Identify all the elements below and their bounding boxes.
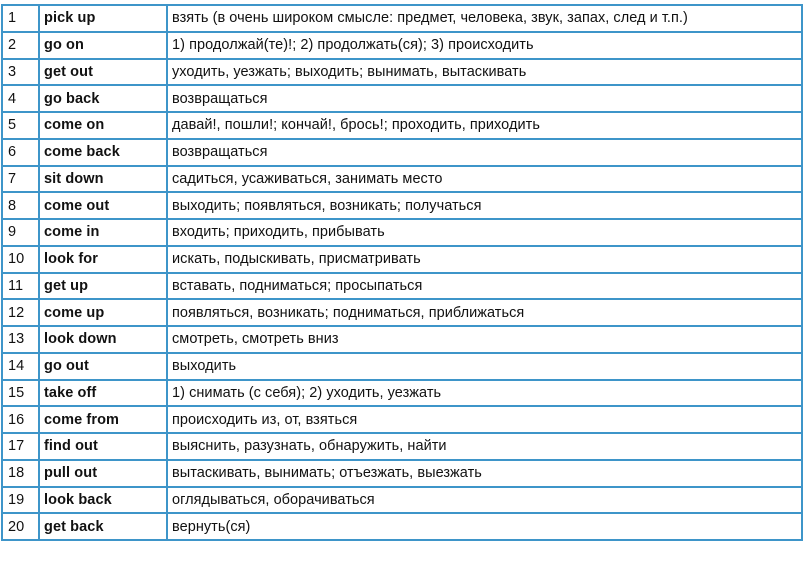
phrasal-verb: go on [39, 32, 167, 59]
row-number: 15 [2, 380, 39, 407]
phrasal-verb: come out [39, 192, 167, 219]
table-row [2, 246, 802, 273]
translation: смотреть, смотреть вниз [167, 326, 802, 353]
row-number: 4 [2, 85, 39, 112]
row-number: 18 [2, 460, 39, 487]
table-row [2, 487, 802, 514]
translation: уходить, уезжать; выходить; вынимать, вытаскивать [167, 59, 802, 86]
phrasal-verb: come in [39, 219, 167, 246]
table-row [2, 112, 802, 139]
table-row [2, 85, 802, 112]
table-row [2, 5, 802, 32]
table-row [2, 219, 802, 246]
phrasal-verb: take off [39, 380, 167, 407]
translation: давай!, пошли!; кончай!, брось!; проходить, приходить [167, 112, 802, 139]
row-number: 3 [2, 59, 39, 86]
table-row [2, 326, 802, 353]
row-number: 5 [2, 112, 39, 139]
table-row [2, 166, 802, 193]
phrasal-verb: pull out [39, 460, 167, 487]
phrasal-verb: pick up [39, 5, 167, 32]
table-row [2, 59, 802, 86]
phrasal-verb: look for [39, 246, 167, 273]
translation: появляться, возникать; подниматься, приближаться [167, 299, 802, 326]
row-number: 7 [2, 166, 39, 193]
phrasal-verb: come back [39, 139, 167, 166]
translation: искать, подыскивать, присматривать [167, 246, 802, 273]
translation: оглядываться, оборачиваться [167, 487, 802, 514]
table-row [2, 513, 802, 540]
translation: вставать, подниматься; просыпаться [167, 273, 802, 300]
translation: вернуть(ся) [167, 513, 802, 540]
translation: садиться, усаживаться, занимать место [167, 166, 802, 193]
phrasal-verb: go out [39, 353, 167, 380]
table-row [2, 139, 802, 166]
table-row [2, 192, 802, 219]
translation: 1) снимать (с себя); 2) уходить, уезжать [167, 380, 802, 407]
row-number: 10 [2, 246, 39, 273]
row-number: 9 [2, 219, 39, 246]
table-body [2, 5, 802, 540]
row-number: 20 [2, 513, 39, 540]
phrasal-verb: come up [39, 299, 167, 326]
table-row [2, 460, 802, 487]
phrasal-verb: find out [39, 433, 167, 460]
translation: выходить [167, 353, 802, 380]
table-row [2, 32, 802, 59]
translation: вытаскивать, вынимать; отъезжать, выезжать [167, 460, 802, 487]
row-number: 2 [2, 32, 39, 59]
translation: происходить из, от, взяться [167, 406, 802, 433]
phrasal-verb: get out [39, 59, 167, 86]
phrasal-verb: go back [39, 85, 167, 112]
translation: входить; приходить, прибывать [167, 219, 802, 246]
table-row [2, 273, 802, 300]
phrasal-verb: look back [39, 487, 167, 514]
translation: возвращаться [167, 139, 802, 166]
phrasal-verb: sit down [39, 166, 167, 193]
row-number: 14 [2, 353, 39, 380]
phrasal-verb: get back [39, 513, 167, 540]
row-number: 13 [2, 326, 39, 353]
table-row [2, 353, 802, 380]
phrasal-verb: get up [39, 273, 167, 300]
phrasal-verb: look down [39, 326, 167, 353]
translation: взять (в очень широком смысле: предмет, человека, звук, запах, след и т.п.) [167, 5, 802, 32]
row-number: 17 [2, 433, 39, 460]
row-number: 6 [2, 139, 39, 166]
table-row [2, 380, 802, 407]
translation: выходить; появляться, возникать; получаться [167, 192, 802, 219]
row-number: 1 [2, 5, 39, 32]
row-number: 11 [2, 273, 39, 300]
row-number: 8 [2, 192, 39, 219]
translation: возвращаться [167, 85, 802, 112]
phrasal-verb: come on [39, 112, 167, 139]
row-number: 16 [2, 406, 39, 433]
phrasal-verb: come from [39, 406, 167, 433]
translation: выяснить, разузнать, обнаружить, найти [167, 433, 802, 460]
translation: 1) продолжай(те)!; 2) продолжать(ся); 3) происходить [167, 32, 802, 59]
row-number: 12 [2, 299, 39, 326]
table-row [2, 299, 802, 326]
table-row [2, 406, 802, 433]
row-number: 19 [2, 487, 39, 514]
table-row [2, 433, 802, 460]
phrasal-verbs-table [1, 4, 803, 541]
